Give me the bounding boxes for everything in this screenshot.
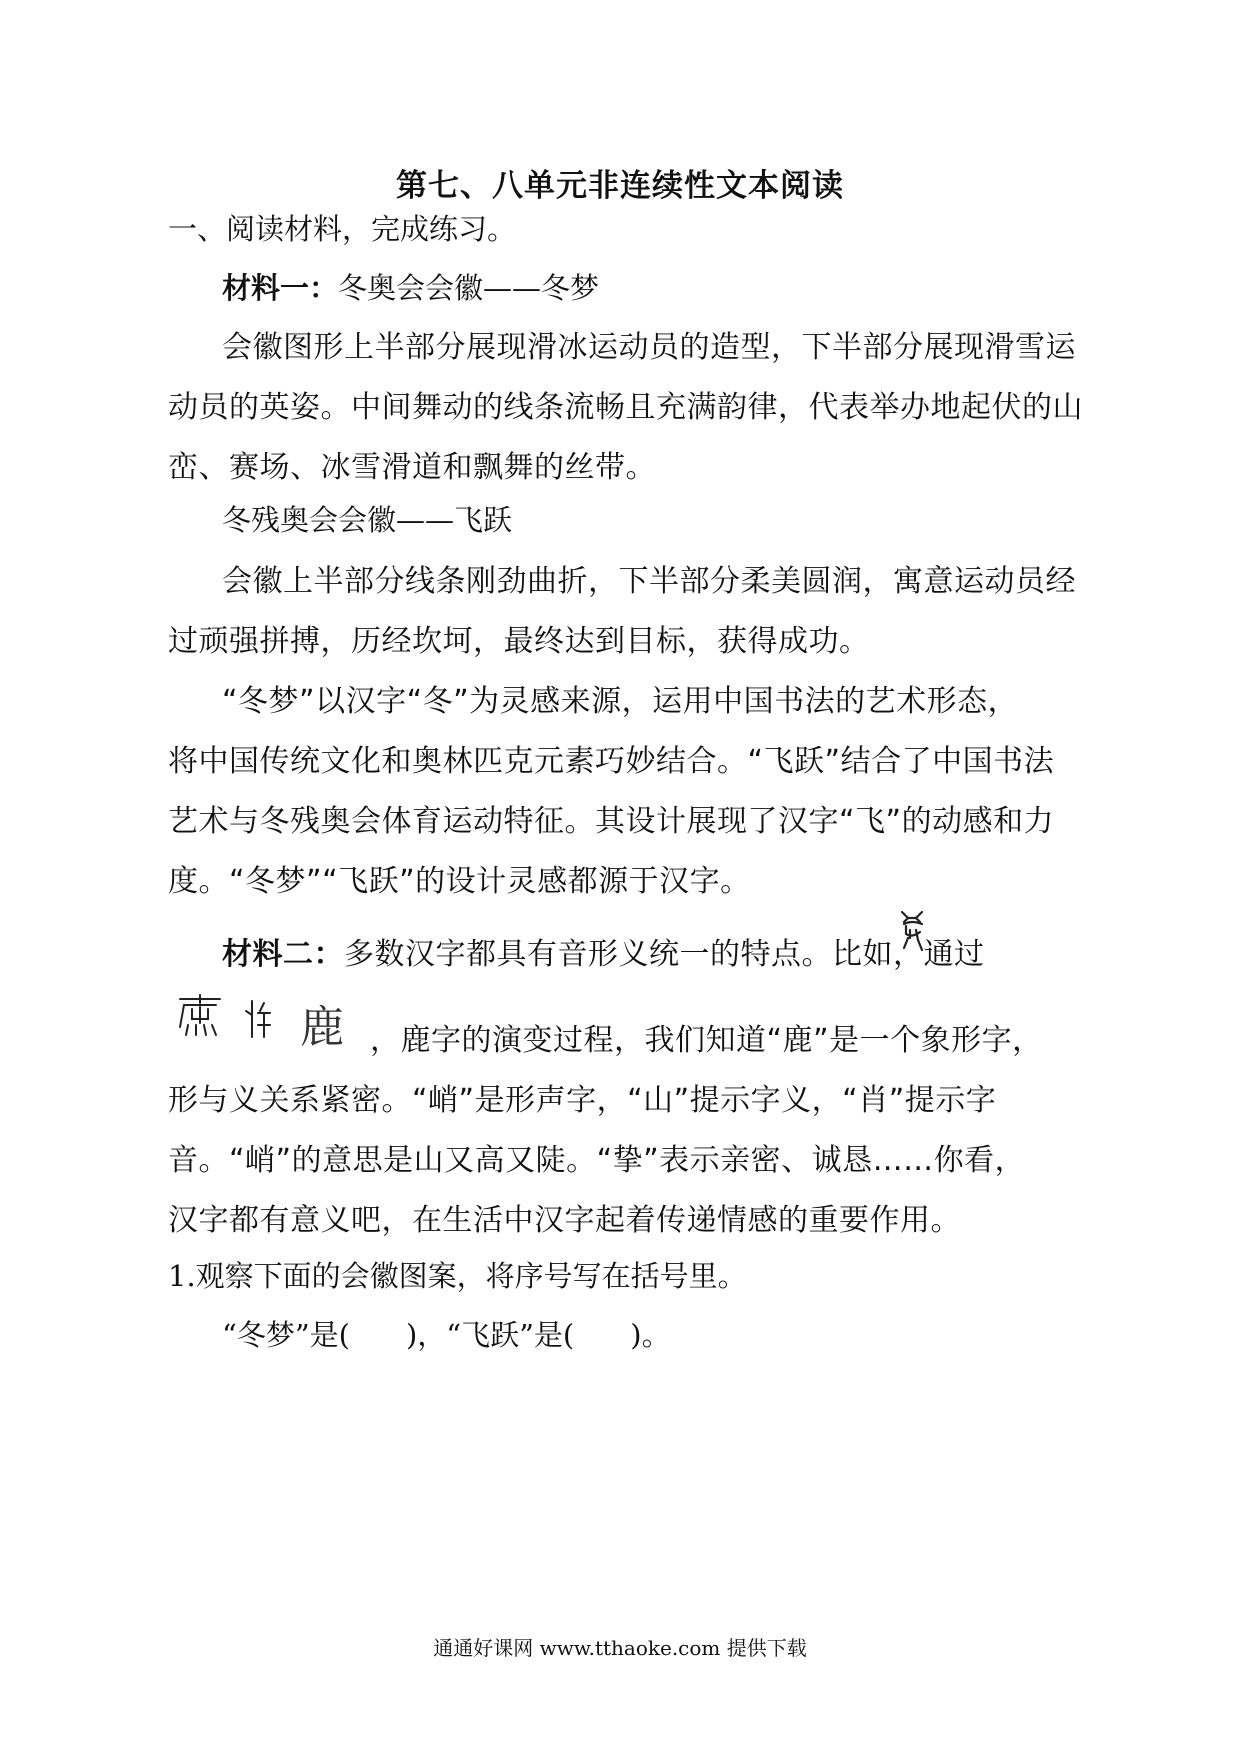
section-heading: 一、阅读材料，完成练习。 xyxy=(168,212,517,246)
material-one-para3-line3: 艺术与冬残奥会体育运动特征。其设计展现了汉字“飞”的动感和力 xyxy=(168,804,1055,839)
material-one-para1-line1: 会徽图形上半部分展现滑冰运动员的造型，下半部分展现滑雪运 xyxy=(222,330,1076,365)
material-one-para2-line1: 会徽上半部分线条刚劲曲折，下半部分柔美圆润，寓意运动员经 xyxy=(222,564,1076,599)
question1-answer-line xyxy=(222,1313,671,1354)
material-two-line1: 多数汉字都具有音形义统一的特点。比如，通过 xyxy=(344,937,985,972)
question1-answer-part3: )。 xyxy=(630,1318,671,1352)
material-one-para3-line1: “冬梦”以汉字“冬”为灵感来源，运用中国书法的艺术形态， xyxy=(222,684,1019,719)
material-one-para1-line3: 峦、赛场、冰雪滑道和飘舞的丝带。 xyxy=(168,450,656,485)
deer-oracle-bone-glyph xyxy=(898,908,928,952)
deer-bronze-glyph xyxy=(174,993,226,1039)
material-one-para1-line2: 动员的英姿。中间舞动的线条流畅且充满韵律，代表举办地起伏的山 xyxy=(168,390,1083,425)
material-one-para3-line4: 度。“冬梦”“飞跃”的设计灵感都源于汉字。 xyxy=(168,864,751,899)
material-one-heading: 冬奥会会徽——冬梦 xyxy=(338,271,600,305)
material-one-para2-line2: 过顽强拼搏，历经坎坷，最终达到目标，获得成功。 xyxy=(168,624,870,659)
material-two-line5: 汉字都有意义吧，在生活中汉字起着传递情感的重要作用。 xyxy=(168,1203,961,1238)
material-two-line4: 音。“峭”的意思是山又高又陡。“挚”表示亲密、诚恳……你看， xyxy=(168,1143,1026,1178)
page-title: 第七、八单元非连续性文本阅读 xyxy=(396,168,844,204)
material-two-line2: ，鹿字的演变过程，我们知道“鹿”是一个象形字， xyxy=(370,1023,1043,1058)
question1-answer-part2: )，“飞跃”是( xyxy=(405,1318,575,1352)
material-two-line3: 形与义关系紧密。“峭”是形声字，“山”提示字义，“肖”提示字 xyxy=(168,1083,997,1118)
question1-answer-part1: “冬梦”是( xyxy=(222,1318,350,1352)
material-one-subheading: 冬残奥会会徽——飞跃 xyxy=(222,503,513,537)
material-two-label: 材料二： xyxy=(222,937,344,972)
material-two-line1-wrap xyxy=(222,929,985,973)
page-footer: 通通好课网 www.tthaoke.com 提供下载 xyxy=(433,1636,807,1660)
question1-prompt: 1.观察下面的会徽图案，将序号写在括号里。 xyxy=(168,1259,747,1293)
material-one-heading-line xyxy=(222,266,599,307)
deer-modern-glyph: 鹿 xyxy=(300,1002,344,1053)
deer-seal-glyph xyxy=(244,997,274,1041)
material-one-label: 材料一： xyxy=(222,271,339,305)
material-one-para3-line2: 将中国传统文化和奥林匹克元素巧妙结合。“飞跃”结合了中国书法 xyxy=(168,744,1055,779)
